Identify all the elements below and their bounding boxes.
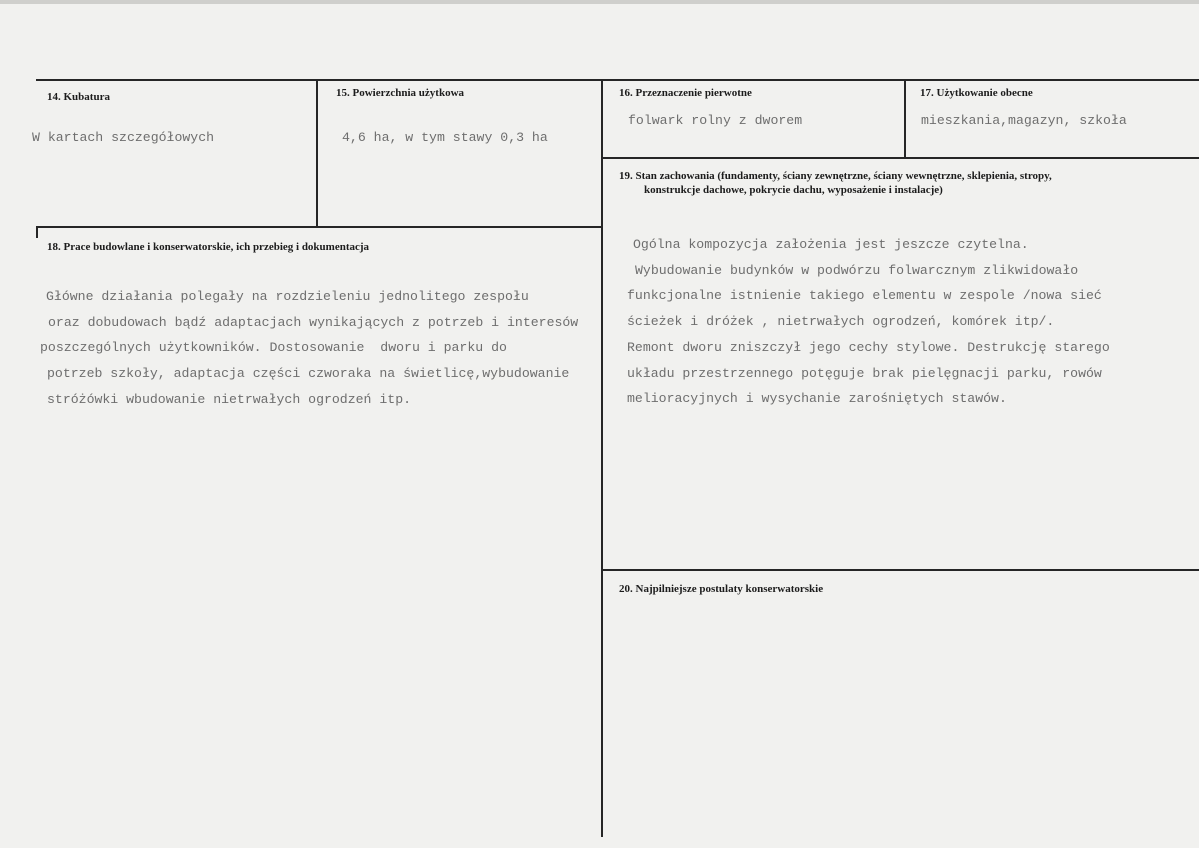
field-19-line: Remont dworu zniszczył jego cechy stylowe. Destrukcję starego <box>627 339 1110 355</box>
field-15-value: 4,6 ha, w tym stawy 0,3 ha <box>342 130 548 145</box>
field-18-text <box>40 284 578 413</box>
field-16-label: 16. Przeznaczenie pierwotne <box>619 87 752 99</box>
field-18-line: potrzeb szkoły, adaptacja części czworaka na świetlicę,wybudowanie <box>47 366 570 382</box>
border-above-20 <box>602 569 1199 571</box>
field-19-line: melioracyjnych i wysychanie zarośniętych stawów. <box>627 391 1007 407</box>
field-18-label: 18. Prace budowlane i konserwatorskie, ich przebieg i dokumentacja <box>47 241 370 253</box>
border-above-18 <box>36 226 602 228</box>
field-19-text <box>627 232 1110 412</box>
field-17-value: mieszkania,magazyn, szkoła <box>921 113 1127 128</box>
form-left-border-lower <box>36 226 38 238</box>
field-19-line: Wybudowanie budynków w podwórzu folwarcznym zlikwidowało <box>635 262 1079 278</box>
field-16-value: folwark rolny z dworem <box>628 113 803 128</box>
field-20-label: 20. Najpilniejsze postulaty konserwatorskie <box>619 583 824 595</box>
field-14-value: W kartach szczegółowych <box>32 130 215 145</box>
field-19-line: funkcjonalne istnienie takiego elementu w zespole /nowa sieć <box>627 288 1102 304</box>
field-17-label: 17. Użytkowanie obecne <box>920 87 1033 99</box>
divider-16-17 <box>904 80 906 158</box>
field-18-line: oraz dobudowach bądź adaptacjach wynikających z potrzeb i interesów <box>48 314 579 330</box>
field-19-line: Ogólna kompozycja założenia jest jeszcze czytelna. <box>633 237 1029 252</box>
field-19-label-line1: 19. Stan zachowania (fundamenty, ściany zewnętrzne, ściany wewnętrzne, sklepienia, stropy, <box>619 170 1052 182</box>
page-top-edge <box>0 0 1199 4</box>
divider-14-15 <box>316 80 318 227</box>
field-19-label-line2: konstrukcje dachowe, pokrycie dachu, wyposażenie i instalacje) <box>644 184 943 196</box>
field-14-label: 14. Kubatura <box>47 91 110 103</box>
border-above-19 <box>602 157 1199 159</box>
form-top-border <box>36 79 1199 81</box>
field-19-line: układu przestrzennego potęguje brak pielęgnacji parku, rowów <box>627 365 1102 381</box>
field-15-label: 15. Powierzchnia użytkowa <box>336 87 465 99</box>
divider-left-right <box>601 80 603 837</box>
field-18-line: Główne działania polegały na rozdzieleniu jednolitego zespołu <box>46 289 529 304</box>
field-18-line: poszczególnych użytkowników. Dostosowanie dworu i parku do <box>40 340 507 356</box>
field-19-line: ścieżek i dróżek , nietrwałych ogrodzeń, komórek itp/. <box>627 314 1055 330</box>
field-18-line: stróżówki wbudowanie nietrwałych ogrodzeń itp. <box>47 391 412 407</box>
